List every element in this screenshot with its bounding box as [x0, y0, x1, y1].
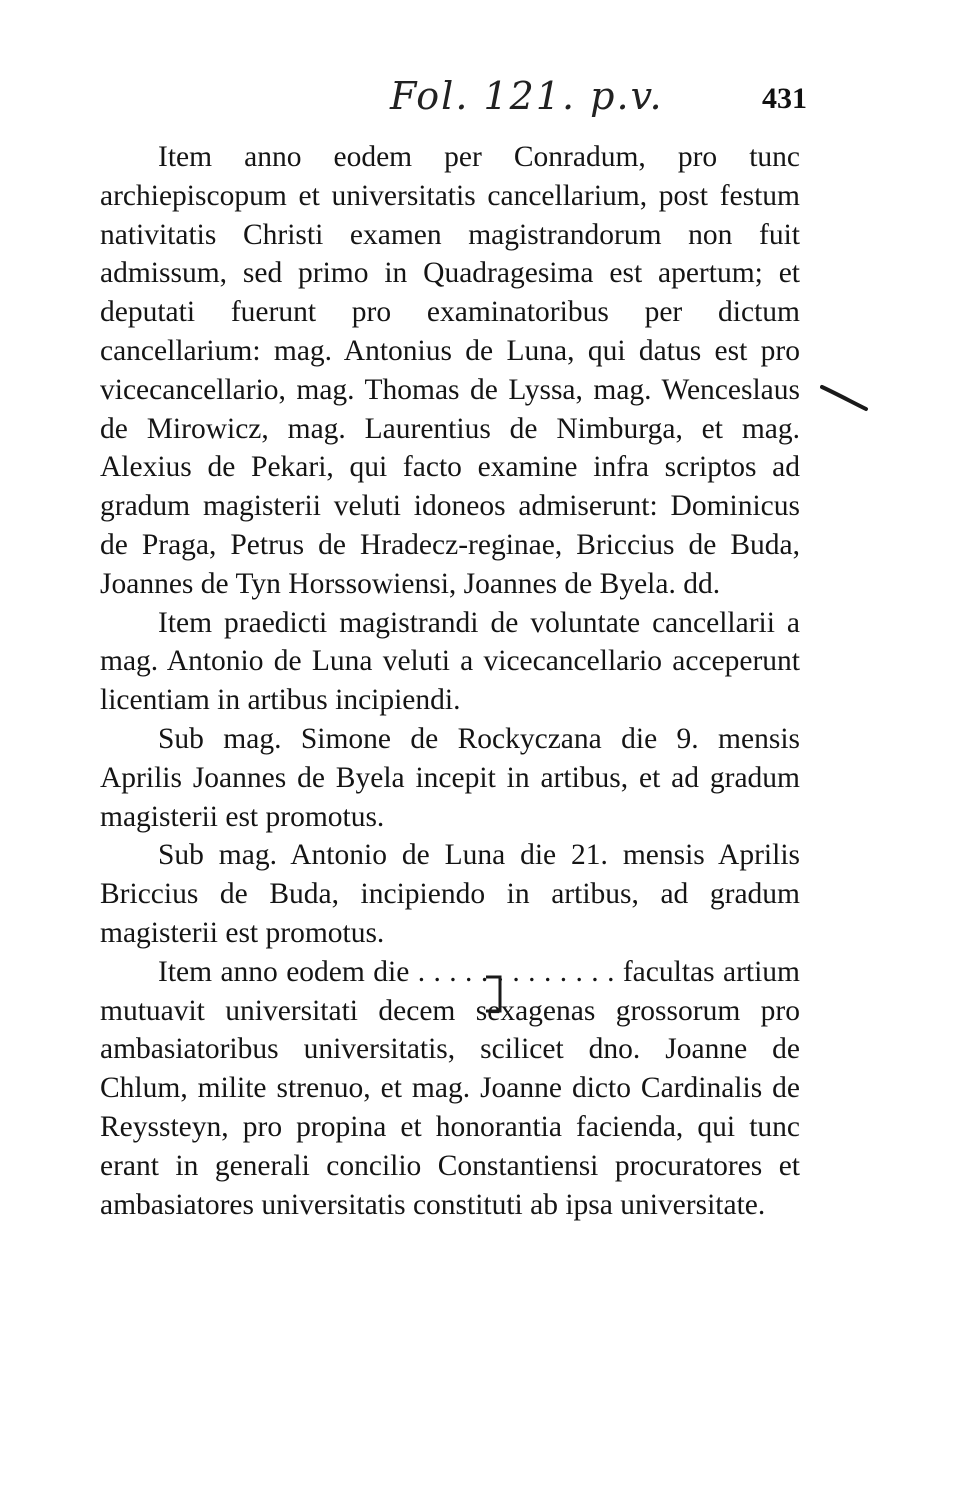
paragraph-antonio: Sub mag. Antonio de Luna die 21. mensis Aprilis Briccius de Buda, incipiendo in artibus, ad gradum magisterii est promotus.	[100, 839, 800, 949]
closing-bracket-icon	[482, 975, 506, 1015]
main-text	[100, 138, 800, 1224]
paragraph-rockyczana: Sub mag. Simone de Rockyczana die 9. mensis Aprilis Joannes de Byela incepit in artibus, et ad gradum magisterii est promotus.	[100, 722, 800, 833]
page-number: 431	[762, 82, 807, 115]
page-header	[0, 70, 960, 120]
paragraph-examen: Item anno eodem per Conradum, pro tunc archiepiscopum et universitatis cancellarium, post festum nativitatis Christi examen magistrandorum non fuit admissum, sed primo in Quadragesima est apertum; et deputati fuerunt pro examinatoribus per dictum cancellarium: mag. Antonius de Luna, qui datus est pro vicecancellario, mag. Thomas de Lyssa, mag. Wenceslaus de Mirowicz, mag. Laurentius de Nimburga, et mag. Alexius de Pekari, qui facto examine infra scriptos ad gradum magisterii veluti idoneos admiserunt: Dominicus de Praga, Petrus de Hradecz-reginae, Briccius de Buda, Joannes de Tyn Horssowiensi, Joannes de Byela. dd.	[100, 141, 800, 600]
paragraph-licentia: Item praedicti magistrandi de voluntate cancellarii a mag. Antonio de Luna veluti a vicecancellario acceperunt licentiam in artibus incipiendi.	[100, 606, 800, 717]
handwritten-folio-note: Fol. 121. p.v.	[390, 74, 664, 118]
paragraph-facultas: Item anno eodem die . . . . . . . . . . . . . facultas artium mutuavit universitati decem sexagenas grossorum pro ambasiatoribus universitatis, scilicet dno. Joanne de Chlum, milite strenuo, et mag. Joanne dicto Cardinalis de Reyssteyn, pro propina et honorantia facienda, qui tunc erant in generali concilio Constantiensi procuratores et ambasiatores universitatis constituti ab ipsa universitate.	[100, 955, 800, 1221]
margin-pen-stroke-icon	[820, 383, 870, 413]
